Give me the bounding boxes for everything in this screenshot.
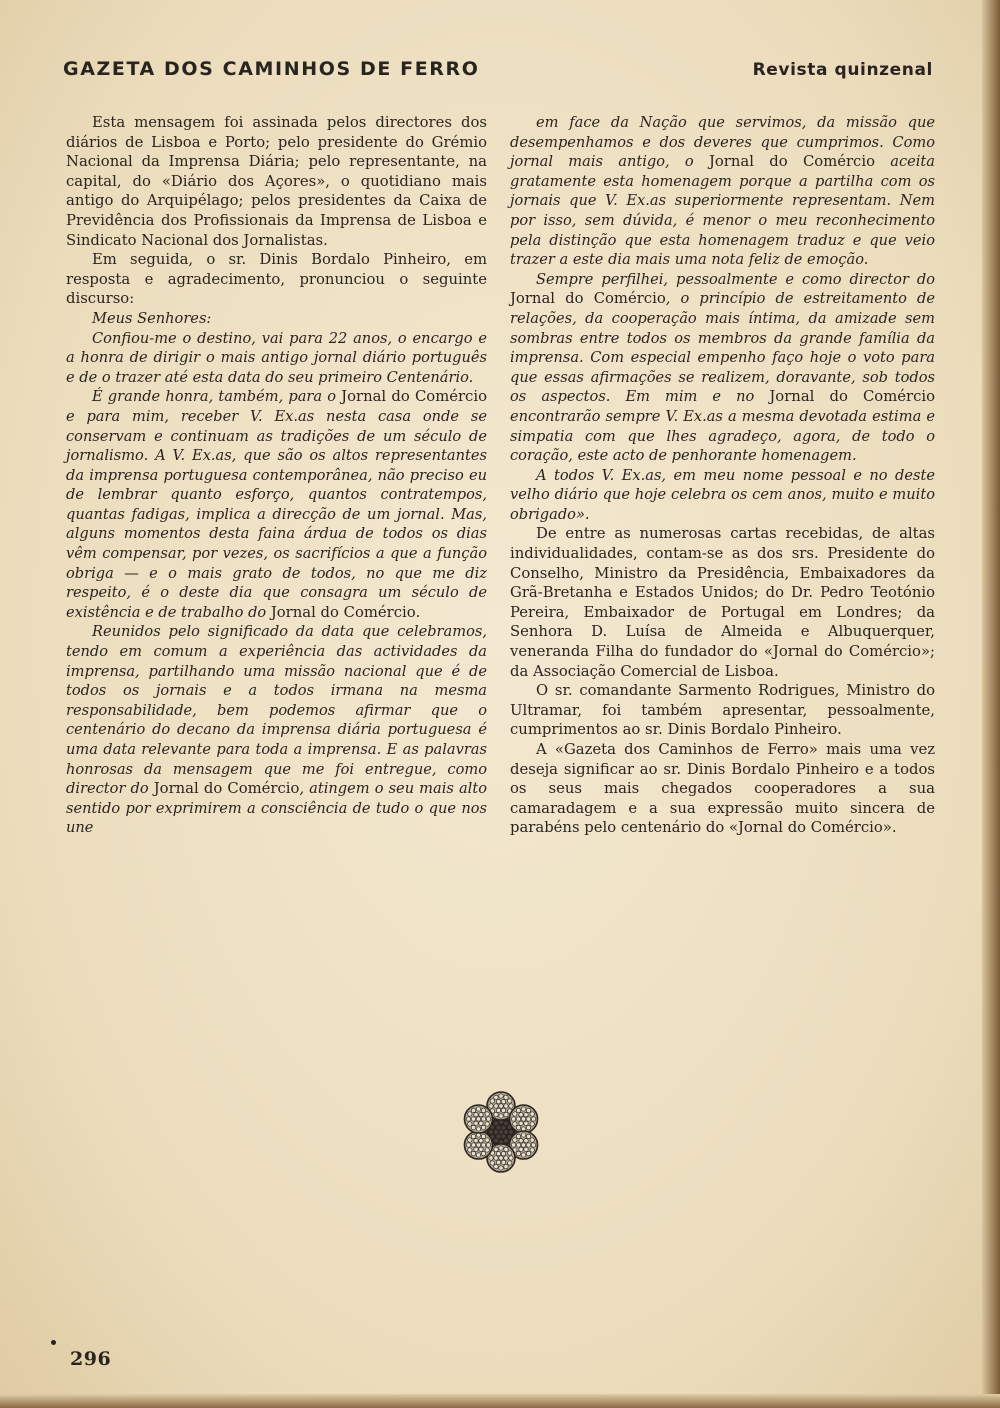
paragraph xyxy=(510,113,935,270)
roman-text: De entre as numerosas cartas recebidas, de altas individualidades, contam-se as dos srs. Presidente do Conselho, Ministro da Presidência, Embaixadores da Grã-Bretanha e Estados Unidos; do Dr. Pedro Teotónio Pereira, Embaixador de Portugal em Londres; da Senhora D. Luísa de Almeida e Albuquerquer, veneranda Filha do fundador do «Jornal do Comércio»; da Associação Comercial de Lisboa. xyxy=(510,525,935,680)
roman-text: Jornal do Comércio xyxy=(270,603,416,621)
paragraph xyxy=(66,622,487,838)
journal-subtitle: Revista quinzenal xyxy=(752,60,933,80)
italic-text: . xyxy=(415,603,421,621)
ink-dot xyxy=(51,1340,56,1345)
roman-text: Jornal do Comércio xyxy=(510,290,666,308)
paragraph xyxy=(66,329,487,388)
page-edge-right xyxy=(982,0,1000,1408)
right-text-column xyxy=(510,113,935,838)
paragraph xyxy=(510,740,935,838)
paragraph xyxy=(510,466,935,525)
roman-text: Em seguida, o sr. Dinis Bordalo Pinheiro, em resposta e agradecimento, pronunciou o seguinte discurso: xyxy=(66,251,487,308)
page-number: 296 xyxy=(70,1348,112,1370)
italic-text: , atingem o seu mais alto sentido por exprimirem a consciência de tudo o que nos une xyxy=(66,780,487,837)
italic-text: encontrarão sempre V. Ex.as a mesma devotada estima e simpatia com que lhes agradeço, agora, de todo o coração, este acto de penhorante homenagem. xyxy=(510,407,935,465)
wire-rope-cross-section-icon xyxy=(459,1090,543,1174)
italic-text: Sempre perfilhei, pessoalmente e como director do xyxy=(536,270,935,288)
running-head xyxy=(63,50,933,80)
italic-text: A todos V. Ex.as, em meu nome pessoal e no deste velho diário que hoje celebra os cem anos, muito e muito obrigado». xyxy=(510,466,935,523)
italic-text: , o princípio de estreitamento de relações, da cooperação mais íntima, da amizade sem sombras entre todos os membros da grande família da imprensa. Com especial empenho faço hoje o voto para que essas afirmações se realizem, doravante, sob todos os aspectos. Em mim e no xyxy=(510,290,935,406)
left-text-column xyxy=(66,113,487,838)
roman-text: Jornal do Comércio xyxy=(153,780,300,798)
page-edge-bottom xyxy=(0,1394,1000,1408)
paragraph xyxy=(66,250,487,309)
journal-title: GAZETA DOS CAMINHOS DE FERRO xyxy=(63,58,480,80)
paragraph xyxy=(66,113,487,250)
paragraph xyxy=(510,524,935,681)
roman-text: Jornal do Comércio xyxy=(341,388,487,406)
italic-text: Reunidos pelo significado da data que celebramos, tendo em comum a experiência das actividades da imprensa, partilhando uma missão nacional que é de todos os jornais e a todos irmana na mesma responsabilidade, bem podemos afirmar que o centenário do decano da imprensa diária portuguesa é uma data relevante para toda a imprensa. E as palavras honrosas da mensagem que me foi entregue, como director do xyxy=(66,623,487,798)
italic-text: aceita gratamente esta homenagem porque a partilha com os jornais que V. Ex.as superiormente representam. Nem por isso, sem dúvida, é menor o meu reconhecimento pela distinção que esta homenagem traduz e que veio trazer a este dia mais uma nota feliz de emoção. xyxy=(510,153,935,269)
paragraph xyxy=(510,681,935,740)
italic-text: Meus Senhores: xyxy=(92,309,212,327)
paragraph xyxy=(66,309,487,329)
roman-text: Esta mensagem foi assinada pelos directores dos diários de Lisboa e Porto; pelo presidente do Grémio Nacional da Imprensa Diária; pelo representante, na capital, do «Diário dos Açores», o quotidiano mais antigo do Arquipélago; pelos presidentes da Caixa de Previdência dos Profissionais da Imprensa de Lisboa e Sindicato Nacional dos Jornalistas. xyxy=(66,114,487,249)
italic-text: em face da Nação que servimos, da missão que desempenhamos e dos deveres que cumprimos. Como jornal mais antigo, o xyxy=(510,114,935,171)
roman-text: A «Gazeta dos Caminhos de Ferro» mais uma vez deseja significar ao sr. Dinis Bordalo Pinheiro e a todos os seus mais chegados cooperadores a sua camaradagem e a sua expressão muito sincera de parabéns pelo centenário do «Jornal do Comércio». xyxy=(510,741,935,837)
roman-text: O sr. comandante Sarmento Rodrigues, Ministro do Ultramar, foi também apresentar, pessoalmente, cumprimentos ao sr. Dinis Bordalo Pinheiro. xyxy=(510,682,935,739)
roman-text: Jornal do Comércio xyxy=(708,153,875,171)
paragraph xyxy=(510,270,935,466)
italic-text: Confiou-me o destino, vai para 22 anos, o encargo e a honra de dirigir o mais antigo jornal diário português e de o trazer até esta data do seu primeiro Centenário. xyxy=(66,329,487,386)
italic-text: e para mim, receber V. Ex.as nesta casa onde se conservam e continuam as tradições de um século de jornalismo. A V. Ex.as, que são os altos representantes da imprensa portuguesa contemporânea, não preciso eu de lembrar quanto esforço, quantos contratempos, quantas fadigas, implica a direcção de um jornal. Mas, alguns momentos desta faina árdua de todos os dias vêm compensar, por vezes, os sacrifícios a que a função obriga — e o mais grato de todos, no que me diz respeito, é o deste dia que consagra um século de existência e de trabalho do xyxy=(66,407,487,621)
italic-text: É grande honra, também, para o xyxy=(92,388,342,406)
roman-text: Jornal do Comércio xyxy=(769,388,936,406)
paragraph xyxy=(66,387,487,622)
